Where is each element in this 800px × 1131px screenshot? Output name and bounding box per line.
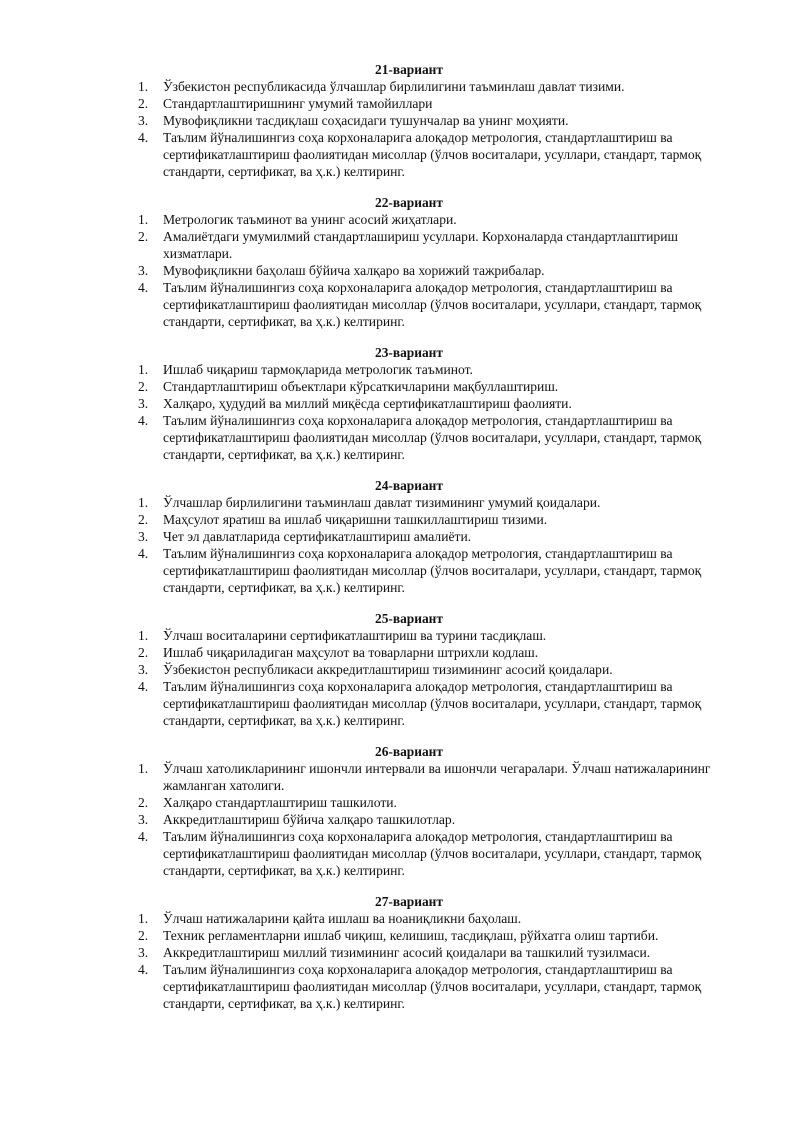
question-item bbox=[0, 511, 723, 528]
question-list bbox=[0, 910, 800, 1012]
question-item bbox=[0, 545, 723, 596]
question-item bbox=[0, 644, 723, 661]
question-number: 1. bbox=[138, 761, 149, 776]
question-number: 3. bbox=[138, 945, 149, 960]
question-number: 3. bbox=[138, 396, 149, 411]
variant-title: 23-вариант bbox=[375, 345, 443, 360]
question-item bbox=[0, 78, 723, 95]
question-number: 4. bbox=[138, 546, 149, 561]
question-text: Техник регламентларни ишлаб чиқиш, келишиш, тасдиқлаш, рўйхатга олиш тартиби. bbox=[163, 928, 659, 943]
question-text: Стандартлаштириш объектлари кўрсаткичларини мақбуллаштириш. bbox=[163, 379, 559, 394]
question-text: Халқаро, ҳудудий ва миллий миқёсда сертификатлаштириш фаолияти. bbox=[163, 396, 572, 411]
question-item bbox=[0, 961, 723, 1012]
question-text: Таълим йўналишингиз соҳа корхоналарига алоқадор метрология, стандартлаштириш ва сертификатлаштириш фаолиятидан мисоллар (ўлчов воситалари, усуллари, стандарт, тармоқ стандарти, сертификат, ва ҳ.к.) келтиринг. bbox=[163, 546, 702, 595]
question-list bbox=[0, 494, 800, 596]
question-item bbox=[0, 112, 723, 129]
question-item bbox=[0, 95, 723, 112]
variant-title: 25-вариант bbox=[375, 611, 443, 626]
variant-section bbox=[0, 195, 800, 330]
question-item bbox=[0, 378, 723, 395]
question-list bbox=[0, 361, 800, 463]
question-list bbox=[0, 211, 800, 330]
variant-title: 27-вариант bbox=[375, 894, 443, 909]
question-number: 4. bbox=[138, 962, 149, 977]
question-text: Ўлчашлар бирлилигини таъминлаш давлат тизимининг умумий қоидалари. bbox=[163, 495, 601, 510]
question-number: 1. bbox=[138, 212, 149, 227]
question-list bbox=[0, 627, 800, 729]
question-item bbox=[0, 129, 723, 180]
question-item bbox=[0, 395, 723, 412]
question-text: Ишлаб чиқариш тармоқларида метрологик таъминот. bbox=[163, 362, 473, 377]
variant-section bbox=[0, 611, 800, 729]
variant-title: 24-вариант bbox=[375, 478, 443, 493]
variant-section bbox=[0, 478, 800, 596]
question-text: Ўзбекистон республикасида ўлчашлар бирлилигини таъминлаш давлат тизими. bbox=[163, 79, 625, 94]
question-item bbox=[0, 760, 723, 794]
question-number: 2. bbox=[138, 645, 149, 660]
question-list bbox=[0, 760, 800, 879]
question-text: Таълим йўналишингиз соҳа корхоналарига алоқадор метрология, стандартлаштириш ва сертификатлаштириш фаолиятидан мисоллар (ўлчов воситалари, усуллари, стандарт, тармоқ стандарти, сертификат, ва ҳ.к.) келтиринг. bbox=[163, 413, 702, 462]
question-text: Таълим йўналишингиз соҳа корхоналарига алоқадор метрология, стандартлаштириш ва сертификатлаштириш фаолиятидан мисоллар (ўлчов воситалари, усуллари, стандарт, тармоқ стандарти, сертификат, ва ҳ.к.) келтиринг. bbox=[163, 962, 702, 1011]
question-text: Таълим йўналишингиз соҳа корхоналарига алоқадор метрология, стандартлаштириш ва сертификатлаштириш фаолиятидан мисоллар (ўлчов воситалари, усуллари, стандарт, тармоқ стандарти, сертификат, ва ҳ.к.) келтиринг. bbox=[163, 679, 702, 728]
variant-section bbox=[0, 345, 800, 463]
question-number: 3. bbox=[138, 662, 149, 677]
question-number: 1. bbox=[138, 79, 149, 94]
question-number: 3. bbox=[138, 113, 149, 128]
question-text: Таълим йўналишингиз соҳа корхоналарига алоқадор метрология, стандартлаштириш ва сертификатлаштириш фаолиятидан мисоллар (ўлчов воситалари, усуллари, стандарт, тармоқ стандарти, сертификат, ва ҳ.к.) келтиринг. bbox=[163, 280, 702, 329]
question-text: Мувофиқликни баҳолаш бўйича халқаро ва хорижий тажрибалар. bbox=[163, 263, 545, 278]
question-text: Маҳсулот яратиш ва ишлаб чиқаришни ташкиллаштириш тизими. bbox=[163, 512, 548, 527]
question-number: 1. bbox=[138, 911, 149, 926]
question-item bbox=[0, 794, 723, 811]
variant-title: 26-вариант bbox=[375, 744, 443, 759]
variant-section bbox=[0, 744, 800, 879]
question-text: Аккредитлаштириш миллий тизимининг асосий қоидалари ва ташкилий тузилмаси. bbox=[163, 945, 651, 960]
question-number: 4. bbox=[138, 130, 149, 145]
question-item bbox=[0, 910, 723, 927]
variant-section bbox=[0, 894, 800, 1012]
question-text: Таълим йўналишингиз соҳа корхоналарига алоқадор метрология, стандартлаштириш ва сертификатлаштириш фаолиятидан мисоллар (ўлчов воситалари, усуллари, стандарт, тармоқ стандарти, сертификат, ва ҳ.к.) келтиринг. bbox=[163, 829, 702, 878]
question-number: 4. bbox=[138, 679, 149, 694]
question-number: 4. bbox=[138, 280, 149, 295]
question-item bbox=[0, 279, 723, 330]
question-item bbox=[0, 828, 723, 879]
question-number: 1. bbox=[138, 362, 149, 377]
question-item bbox=[0, 944, 723, 961]
question-number: 2. bbox=[138, 96, 149, 111]
question-text: Ўлчаш хатоликларининг ишончли интервали ва ишончли чегаралари. Ўлчаш натижаларининг жамланган хатолиги. bbox=[163, 761, 711, 793]
question-item bbox=[0, 361, 723, 378]
question-number: 2. bbox=[138, 795, 149, 810]
question-number: 3. bbox=[138, 263, 149, 278]
question-text: Чет эл давлатларида сертификатлаштириш амалиёти. bbox=[163, 529, 472, 544]
question-number: 2. bbox=[138, 928, 149, 943]
document-page bbox=[0, 62, 800, 1027]
question-item bbox=[0, 494, 723, 511]
question-number: 1. bbox=[138, 628, 149, 643]
question-item bbox=[0, 661, 723, 678]
question-text: Ишлаб чиқариладиган маҳсулот ва товарларни штрихли кодлаш. bbox=[163, 645, 539, 660]
question-number: 2. bbox=[138, 229, 149, 244]
variant-title: 21-вариант bbox=[375, 62, 443, 77]
question-text: Ўзбекистон республикаси аккредитлаштириш тизимининг асосий қоидалари. bbox=[163, 662, 613, 677]
question-text: Амалиётдаги умумилмий стандартлашириш усуллари. Корхоналарда стандартлаштириш хизматлари. bbox=[163, 229, 678, 261]
question-item bbox=[0, 262, 723, 279]
question-text: Ўлчаш натижаларини қайта ишлаш ва ноаниқликни баҳолаш. bbox=[163, 911, 522, 926]
question-number: 4. bbox=[138, 413, 149, 428]
question-item bbox=[0, 927, 723, 944]
question-item bbox=[0, 678, 723, 729]
question-item bbox=[0, 811, 723, 828]
question-item bbox=[0, 627, 723, 644]
question-number: 4. bbox=[138, 829, 149, 844]
question-text: Ўлчаш воситаларини сертификатлаштириш ва турини тасдиқлаш. bbox=[163, 628, 547, 643]
question-text: Аккредитлаштириш бўйича халқаро ташкилотлар. bbox=[163, 812, 456, 827]
question-list bbox=[0, 78, 800, 180]
question-text: Стандартлаштиришнинг умумий тамойиллари bbox=[163, 96, 433, 111]
question-text: Таълим йўналишингиз соҳа корхоналарига алоқадор метрология, стандартлаштириш ва сертификатлаштириш фаолиятидан мисоллар (ўлчов воситалари, усуллари, стандарт, тармоқ стандарти, сертификат, ва ҳ.к.) келтиринг. bbox=[163, 130, 702, 179]
question-item bbox=[0, 528, 723, 545]
question-number: 2. bbox=[138, 379, 149, 394]
variant-section bbox=[0, 62, 800, 180]
question-item bbox=[0, 211, 723, 228]
question-item bbox=[0, 412, 723, 463]
question-number: 1. bbox=[138, 495, 149, 510]
question-number: 3. bbox=[138, 812, 149, 827]
question-item bbox=[0, 228, 723, 262]
question-text: Метрологик таъминот ва унинг асосий жиҳатлари. bbox=[163, 212, 457, 227]
variant-title: 22-вариант bbox=[375, 195, 443, 210]
question-text: Мувофиқликни тасдиқлаш соҳасидаги тушунчалар ва унинг моҳияти. bbox=[163, 113, 569, 128]
question-number: 2. bbox=[138, 512, 149, 527]
question-number: 3. bbox=[138, 529, 149, 544]
question-text: Халқаро стандартлаштириш ташкилоти. bbox=[163, 795, 397, 810]
